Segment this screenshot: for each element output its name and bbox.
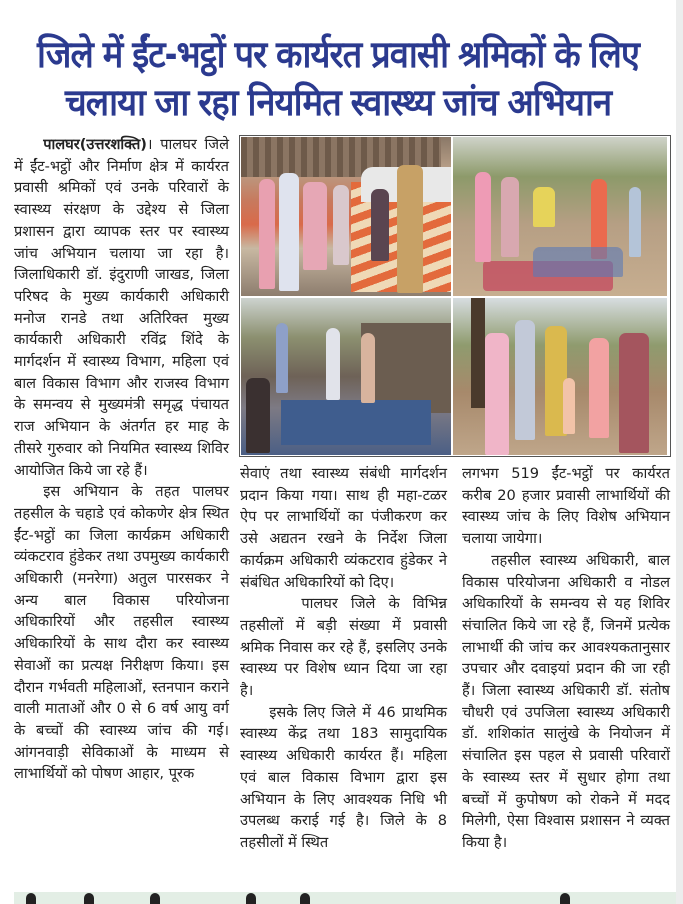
paragraph: पालघर जिले के विभिन्न तहसीलों में बड़ी संख्या में प्रवासी श्रमिक निवास कर रहे हैं, इसलिए उनके स्वास्थ्य पर विशेष ध्यान दिया जा रहा है। <box>240 595 447 700</box>
headline-line-1: जिले में ईंट-भट्ठों पर कार्यरत प्रवासी श्रमिकों के लिए <box>36 32 640 76</box>
next-headline-glyph <box>300 893 310 904</box>
next-headline-glyph <box>246 893 256 904</box>
next-headline-glyph <box>560 893 570 904</box>
paragraph: लगभग 519 ईंट-भट्ठों पर कार्यरत करीब 20 हजार प्रवासी लाभार्थियों की स्वास्थ्य जांच के लिए विशेष अभियान चलाया जायेगा। <box>462 465 670 548</box>
dateline: पालघर(उत्तरशक्ति) <box>43 136 147 153</box>
paragraph: सेवाएं तथा स्वास्थ्य संबंधी मार्गदर्शन प्रदान किया गया। साथ ही महा-टळर ऐप पर लाभार्थियों का पंजीकरण कर उसे अद्यतन रखने के निर्देश जिला कार्यक्रम अधिकारी व्यंकटराव हुंडेकर ने संबंधित अधिकारियों को दिए। <box>240 465 447 591</box>
photo-collage <box>239 135 671 457</box>
next-headline-glyph <box>150 893 160 904</box>
officials-with-child-on-weighing-scale-photo <box>453 298 667 455</box>
paragraph: । पालघर जिले में ईंट-भट्ठों और निर्माण क्षेत्र में कार्यरत प्रवासी श्रमिकों एवं उनके परिवारों के स्वास्थ्य संरक्षण के उद्देश्य से जिला प्रशासन द्वारा व्यापक स्तर पर स्वास्थ्य जांच अभियान चलाया जा रहा है। जिलाधिकारी डॉ. इंदुराणी जाखड, जिला परिषद के मुख्य कार्यकारी अधिकारी मनोज रानडे तथा अतिरिक्त मुख्य कार्यकारी अधिकारी रविंद्र शिंदे के मार्गदर्शन में स्वास्थ्य विभाग, महिला एवं बाल विकास विभाग और राजस्व विभाग के समन्वय से मुख्यमंत्री समृद्ध पंचायत राज अभियान के अंतर्गत हर माह के तीसरे गुरुवार को नियमित स्वास्थ्य शिविर आयोजित किये जा रहे हैं। <box>14 136 229 479</box>
article-column-2 <box>240 463 447 854</box>
paragraph: इस अभियान के तहत पालघर तहसील के चहाडे एवं कोकणेर क्षेत्र स्थित ईंट-भट्ठों का जिला कार्यक्रम अधिकारी व्यंकटराव हुंडेकर तथा उपमुख्य कार्यकारी अधिकारी (मनरेगा) अतुल पारसकर ने अन्य बाल विकास परियोजना अधिकारियों और तहसील स्वास्थ्य अधिकारियों के साथ दौरा कर स्वास्थ्य सेवाओं का प्रत्यक्ष निरीक्षण किया। इस दौरान गर्भवती महिलाओं, स्तनपान कराने वाली माताओं और 0 से 6 वर्ष आयु वर्ग के बच्चों की स्वास्थ्य जांच की गई। आंगनवाड़ी सेविकाओं के माध्यम से लाभार्थियों को पोषण आहार, पूरक <box>14 483 229 783</box>
children-seated-at-checkup-table-photo <box>453 137 667 296</box>
health-camp-under-awning-photo <box>241 137 451 296</box>
paragraph: तहसील स्वास्थ्य अधिकारी, बाल विकास परियोजना अधिकारी व नोडल अधिकारियों के समन्वय से यह शिविर संचालित किये जा रहे हैं, जिनमें प्रत्येक लाभार्थी की जांच कर आवश्यकतानुसार उपचार और दवाइयां प्रदान की जा रही हैं। जिला स्वास्थ्य अधिकारी डॉ. संतोष चौधरी एवं उपजिला स्वास्थ्य अधिकारी डॉ. शशिकांत सालुंखे के नियोजन में संचालित इस पहल से प्रवासी परिवारों के स्वास्थ्य स्तर में सुधार होगा तथा बच्चों में कुपोषण को रोकने में मदद मिलेगी, ऐसा विश्वास प्रशासन ने व्यक्त किया है। <box>462 551 670 851</box>
next-headline-glyph <box>26 893 36 904</box>
headline-line-2: चलाया जा रहा नियमित स्वास्थ्य जांच अभियान <box>64 80 612 124</box>
article-column-1 <box>14 134 229 785</box>
article-column-3 <box>462 463 670 854</box>
headline <box>24 31 653 127</box>
page-margin <box>676 0 683 904</box>
paragraph: इसके लिए जिले में 46 प्राथमिक स्वास्थ्य केंद्र तथा 183 सामुदायिक स्वास्थ्य अधिकारी कार्यरत हैं। महिला एवं बाल विकास विभाग द्वारा इस अभियान के लिए आवश्यक निधि भी उपलब्ध कराई गई है। जिले के 8 तहसीलों में स्थित <box>240 703 447 851</box>
next-headline-glyph <box>84 893 94 904</box>
brick-kiln-huts-with-tarp-photo <box>241 298 451 455</box>
next-article-teaser-strip <box>14 892 676 904</box>
